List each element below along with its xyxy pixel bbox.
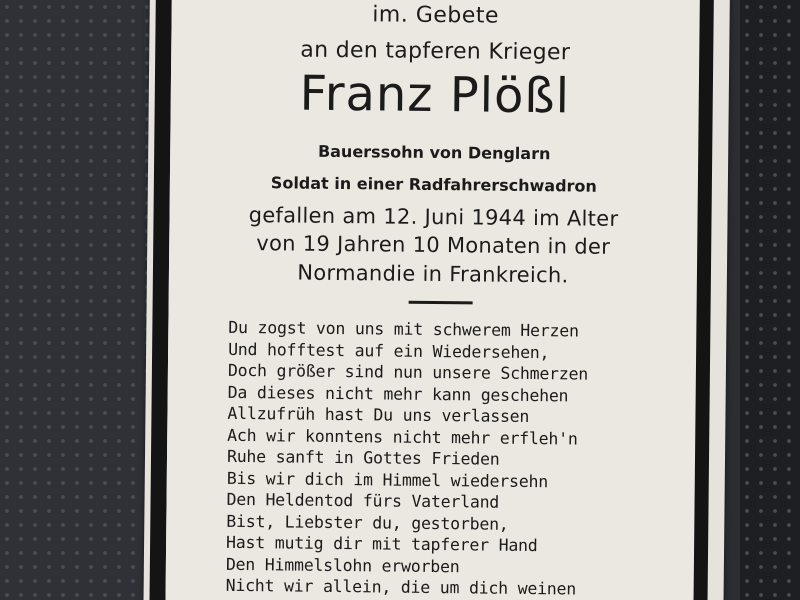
poem-line: Den Himmelslohn erworben — [225, 554, 460, 576]
fallen-line-1: gefallen am 12. Juni 1944 im Alter — [248, 203, 619, 231]
poem — [226, 317, 669, 600]
poem-line: Ach wir konntens nicht mehr erfleh'n — [227, 425, 578, 449]
memorial-card — [143, 0, 730, 600]
poem-line: Den Heldentod fürs Vaterland — [226, 489, 500, 512]
poem-line: Bis wir dich im Himmel wiedersehn — [226, 468, 549, 491]
poem-line: Ruhe sanft in Gottes Frieden — [226, 446, 500, 469]
fabric-background-left — [0, 0, 160, 600]
dedication-line: an den tapferen Krieger — [300, 37, 571, 66]
fallen-line-3: Normandie in Frankreich. — [297, 260, 569, 288]
card-text-area — [165, 0, 700, 600]
poem-line: Doch größer sind nun unsere Schmerzen — [227, 360, 589, 384]
divider-rule — [409, 301, 473, 305]
fabric-background-right — [740, 0, 800, 600]
prayer-line: im. Gebete — [372, 2, 500, 29]
poem-line: Du zogst von uns mit schwerem Herzen — [228, 317, 579, 341]
poem-line: Hast mutig dir mit tapferer Hand — [226, 532, 538, 556]
poem-line: Bist, Liebster du, gestorben, — [226, 511, 509, 534]
poem-line: Und hofftest auf ein Wiedersehen, — [228, 339, 550, 362]
poem-line: Nicht wir allein, die um dich weinen — [225, 575, 577, 599]
unit-line: Soldat in einer Radfahrerschwadron — [270, 173, 597, 196]
poem-line: Allzufrüh hast Du uns verlassen — [227, 403, 530, 426]
origin-line: Bauerssohn von Denglarn — [317, 141, 551, 164]
poem-line: Da dieses nicht mehr kann geschehen — [227, 382, 569, 405]
deceased-name: Franz Plößl — [299, 65, 571, 125]
fallen-line-2: von 19 Jahren 10 Monaten in der — [256, 231, 611, 259]
